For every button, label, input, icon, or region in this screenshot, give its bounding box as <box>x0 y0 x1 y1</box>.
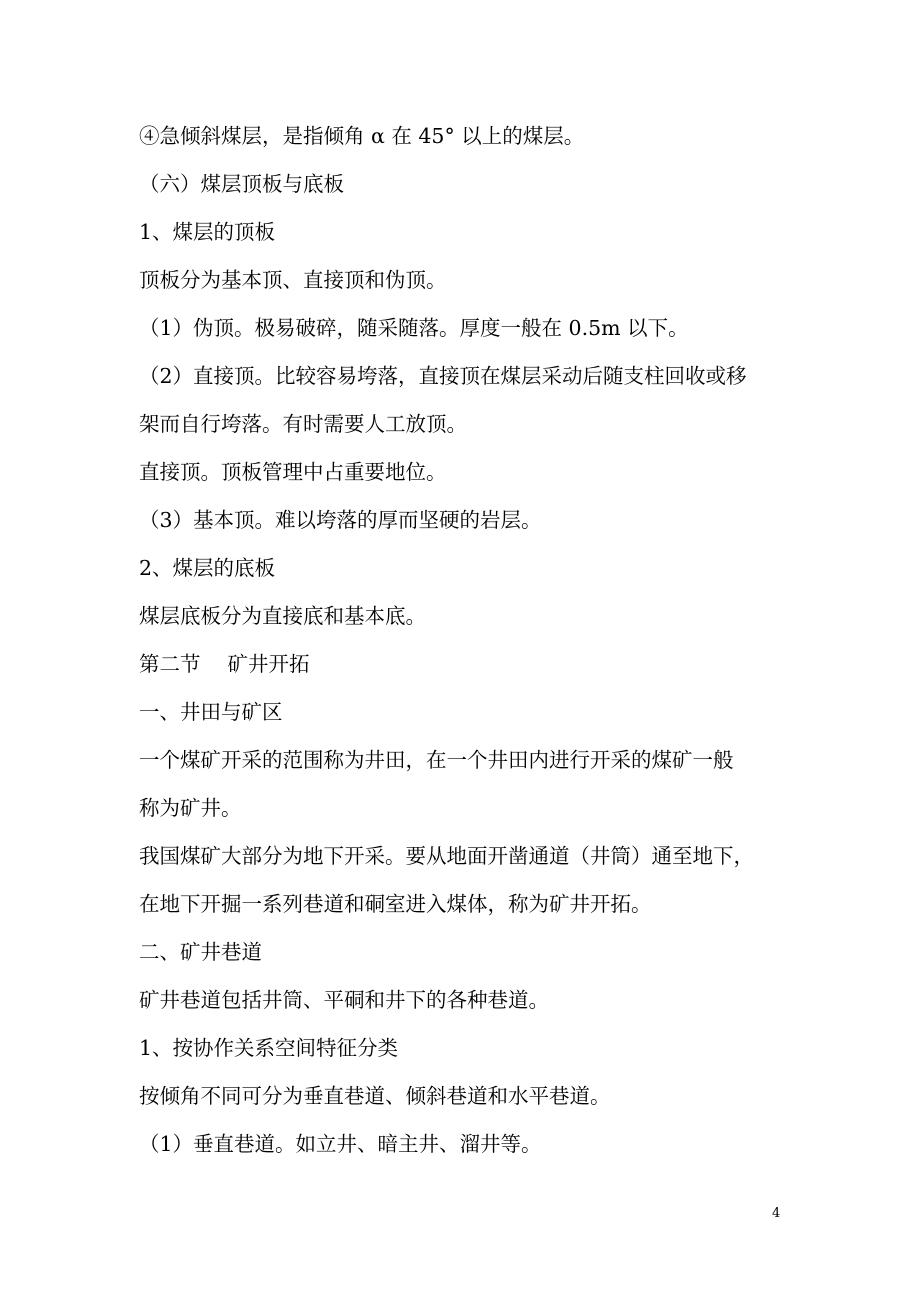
text-line-mine-field-def-cont: 称为矿井。 <box>139 796 242 820</box>
section-title-mine-development: 第二节 矿井开拓 <box>139 652 310 676</box>
heading-roof-and-floor: （六）煤层顶板与底板 <box>139 172 344 196</box>
text-line-main-roof: （3）基本顶。难以垮落的厚而坚硬的岩层。 <box>139 508 542 532</box>
text-line-underground-mining-cont: 在地下开掘一系列巷道和硐室进入煤体，称为矿井开拓。 <box>139 892 652 916</box>
text-line-false-roof: （1）伪顶。极易破碎，随采随落。厚度一般在 0.5m 以下。 <box>139 316 689 340</box>
text-line-steep-seam: ④急倾斜煤层，是指倾角 α 在 45° 以上的煤层。 <box>139 124 585 148</box>
text-line-underground-mining: 我国煤矿大部分为地下开采。要从地面开凿通道（井筒）通至地下， <box>139 844 754 868</box>
text-line-immediate-roof: （2）直接顶。比较容易垮落，直接顶在煤层采动后随支柱回收或移 <box>139 364 747 388</box>
heading-mine-roadways: 二、矿井巷道 <box>139 940 262 964</box>
heading-mine-field: 一、井田与矿区 <box>139 700 283 724</box>
page-number: 4 <box>772 1206 781 1221</box>
text-line-mine-field-def: 一个煤矿开采的范围称为井田，在一个井田内进行开采的煤矿一般 <box>139 748 734 772</box>
text-line-incline-classification: 按倾角不同可分为垂直巷道、倾斜巷道和水平巷道。 <box>139 1084 611 1108</box>
heading-spatial-classification: 1、按协作关系空间特征分类 <box>139 1036 399 1060</box>
text-line-vertical-roadways: （1）垂直巷道。如立井、暗主井、溜井等。 <box>139 1132 542 1156</box>
heading-seam-roof: 1、煤层的顶板 <box>139 220 276 244</box>
text-line-immediate-roof-cont: 架而自行垮落。有时需要人工放顶。 <box>139 412 467 436</box>
text-line-roof-types: 顶板分为基本顶、直接顶和伪顶。 <box>139 268 447 292</box>
text-line-roadway-includes: 矿井巷道包括井筒、平硐和井下的各种巷道。 <box>139 988 549 1012</box>
text-line-roof-management: 直接顶。顶板管理中占重要地位。 <box>139 460 447 484</box>
text-line-floor-types: 煤层底板分为直接底和基本底。 <box>139 604 426 628</box>
heading-seam-floor: 2、煤层的底板 <box>139 556 276 580</box>
